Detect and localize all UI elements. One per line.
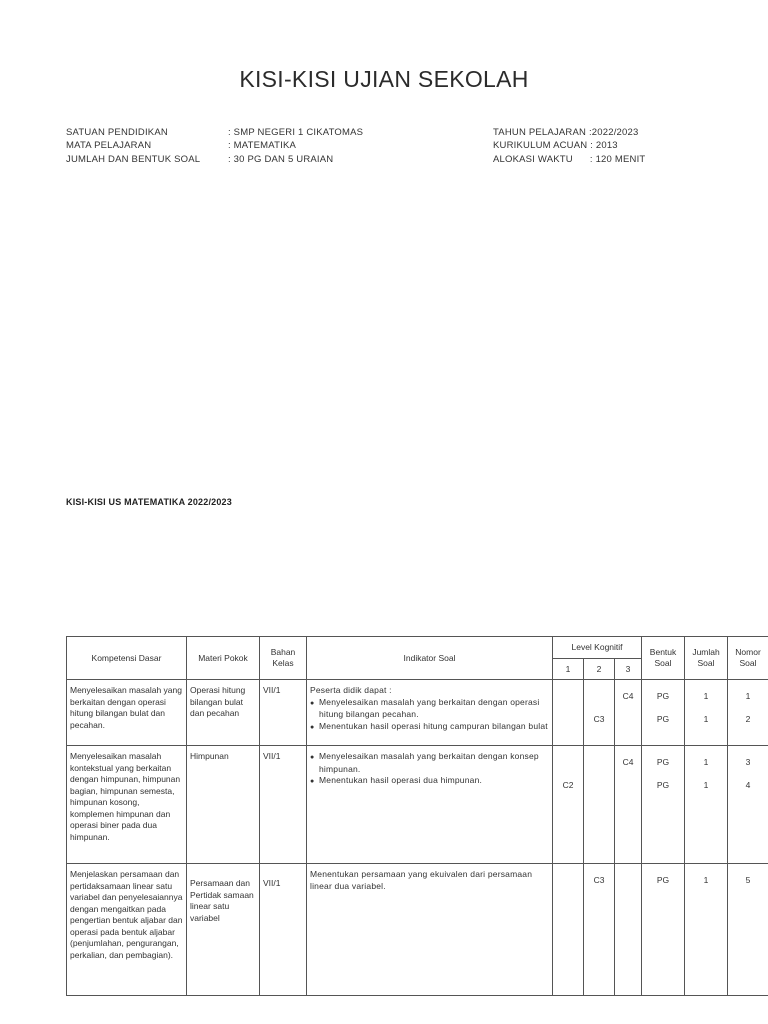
nomor-value: 3 <box>745 757 751 767</box>
header-level-2: 2 <box>584 659 615 680</box>
meta-value: : SMP NEGERI 1 CIKATOMAS <box>228 127 364 138</box>
meta-row-alokasi <box>493 153 645 166</box>
meta-label: MATA PELAJARAN <box>66 140 152 152</box>
bentuk-value: PG <box>656 757 670 767</box>
meta-label: TAHUN PELAJARAN <box>493 127 589 138</box>
table-row <box>67 746 768 864</box>
materi-pokok-cell: Himpunan <box>187 746 260 864</box>
meta-value: : MATEMATIKA <box>228 140 297 152</box>
jumlah-value: 1 <box>703 691 709 701</box>
bentuk-value: PG <box>656 691 670 701</box>
level-3-cell <box>615 746 642 864</box>
bentuk-value: PG <box>656 875 670 885</box>
indikator-cell <box>307 746 553 864</box>
header-materi-pokok: Materi Pokok <box>187 637 260 680</box>
document-title: KISI-KISI UJIAN SEKOLAH <box>239 66 529 92</box>
nomor-value: 4 <box>745 780 751 790</box>
meta-value: : 120 MENIT <box>589 153 646 165</box>
level-value <box>556 751 580 774</box>
level-2-cell <box>584 680 615 746</box>
indikator-item: ● Menyelesaikan masalah yang berkaitan dengan konsep himpunan. <box>310 751 549 775</box>
level-3-cell <box>615 680 642 746</box>
header-bentuk-soal: Bentuk Soal <box>642 637 685 680</box>
nomor-value: 1 <box>745 691 751 701</box>
level-1-cell <box>553 746 584 864</box>
jumlah-value: 1 <box>703 757 709 767</box>
level-2-cell <box>584 746 615 864</box>
table-row <box>67 680 768 746</box>
materi-pokok-cell: Persamaan dan Pertidak samaan linear satu variabel <box>187 864 260 996</box>
header-indikator-soal: Indikator Soal <box>307 637 553 680</box>
jumlah-value: 1 <box>703 714 709 724</box>
header-jumlah-soal: Jumlah Soal <box>685 637 728 680</box>
table-row <box>67 864 768 996</box>
bahan-kelas-cell: VII/1 <box>260 864 307 996</box>
nomor-value: 2 <box>745 714 751 724</box>
meta-value: : 2013 <box>590 140 618 152</box>
level-value <box>587 685 611 708</box>
meta-left-block <box>66 126 363 166</box>
indikator-cell <box>307 680 553 746</box>
level-value <box>556 685 580 708</box>
meta-value: : 30 PG DAN 5 URAIAN <box>228 153 334 165</box>
level-value: C4 <box>622 757 634 767</box>
meta-label: ALOKASI WAKTU <box>493 153 590 165</box>
nomor-soal-cell <box>728 746 768 864</box>
kompetensi-dasar-cell: Menyelesaikan masalah kontekstual yang berkaitan dengan himpunan, himpunan bagian, himpunan semesta, himpunan kosong, komplemen himpunan dan operasi biner pada dua himpunan. <box>67 746 187 864</box>
meta-value: :2022/2023 <box>588 127 639 138</box>
meta-label: JUMLAH DAN BENTUK SOAL <box>66 153 201 165</box>
meta-right-block <box>493 126 645 166</box>
jumlah-soal-cell <box>685 864 728 996</box>
header-bahan-kelas: Bahan Kelas <box>260 637 307 680</box>
meta-row-kurikulum <box>493 139 645 152</box>
kompetensi-dasar-cell: Menjelaskan persamaan dan pertidaksamaan linear satu variabel dan penyelesaiannya dengan mengaitkan pada pengertian bentuk aljabar dan operasi pada bentuk aljabar (penjumlahan, pengurangan, perkalian, dan pembagian). <box>67 864 187 996</box>
indikator-item: ● Menentukan hasil operasi dua himpunan. <box>310 775 549 788</box>
level-value <box>556 869 580 892</box>
nomor-soal-cell <box>728 680 768 746</box>
bentuk-soal-cell <box>642 864 685 996</box>
level-value: C4 <box>622 691 634 701</box>
jumlah-soal-cell <box>685 680 728 746</box>
meta-row-mapel <box>66 139 363 152</box>
indikator-intro: Peserta didik dapat : <box>310 685 392 695</box>
header-level-3: 3 <box>615 659 642 680</box>
kompetensi-dasar-cell: Menyelesaikan masalah yang berkaitan dengan operasi hitung bilangan bulat dan pecahan. <box>67 680 187 746</box>
header-nomor-soal: Nomor Soal <box>728 637 768 680</box>
bentuk-soal-cell <box>642 746 685 864</box>
jumlah-soal-cell <box>685 746 728 864</box>
level-value <box>618 869 638 892</box>
level-value <box>587 751 611 774</box>
header-kompetensi-dasar: Kompetensi Dasar <box>67 637 187 680</box>
level-value: C3 <box>593 714 605 724</box>
table-header-row <box>67 637 768 659</box>
level-1-cell <box>553 680 584 746</box>
bentuk-value: PG <box>656 714 670 724</box>
materi-pokok-cell: Operasi hitung bilangan bulat dan pecahan <box>187 680 260 746</box>
header-level-kognitif: Level Kognitif <box>553 637 642 659</box>
indikator-cell: Menentukan persamaan yang ekuivalen dari persamaan linear dua variabel. <box>307 864 553 996</box>
bentuk-soal-cell <box>642 680 685 746</box>
header-level-1: 1 <box>553 659 584 680</box>
level-3-cell <box>615 864 642 996</box>
level-value: C2 <box>562 780 574 790</box>
meta-row-tahun <box>493 126 645 139</box>
level-2-cell <box>584 864 615 996</box>
meta-label: KURIKULUM ACUAN <box>493 140 591 152</box>
level-value: C3 <box>593 875 605 885</box>
nomor-value: 5 <box>745 875 751 885</box>
indikator-item: ● Menentukan hasil operasi hitung campuran bilangan bulat <box>310 721 549 734</box>
bahan-kelas-cell: VII/1 <box>260 746 307 864</box>
meta-row-satuan <box>66 126 363 139</box>
meta-label: SATUAN PENDIDIKAN <box>66 127 168 138</box>
indikator-item: ● Menyelesaikan masalah yang berkaitan dengan operasi hitung bilangan pecahan. <box>310 697 549 721</box>
bahan-kelas-cell: VII/1 <box>260 680 307 746</box>
section-subtitle: KISI-KISI US MATEMATIKA 2022/2023 <box>66 497 232 507</box>
jumlah-value: 1 <box>703 780 709 790</box>
kisi-kisi-table <box>66 636 768 996</box>
nomor-soal-cell <box>728 864 768 996</box>
meta-row-jumlah <box>66 153 363 166</box>
bentuk-value: PG <box>656 780 670 790</box>
jumlah-value: 1 <box>703 875 709 885</box>
level-1-cell <box>553 864 584 996</box>
